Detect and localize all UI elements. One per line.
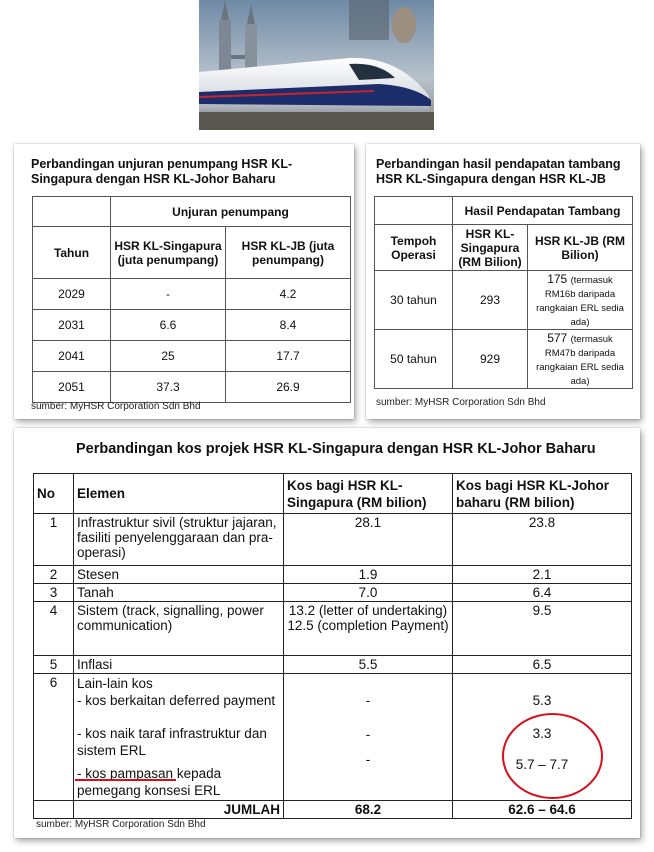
table-row: [34, 514, 632, 566]
element-cell: [74, 674, 284, 801]
sg-value-cell: 6.6: [111, 310, 226, 341]
element-cell: Infrastruktur sivil (struktur jajaran, fasiliti penyelenggaraan dan pra-operasi): [74, 514, 284, 566]
year-cell: 2051: [33, 372, 111, 403]
jb-cost-cell: 2.1: [453, 566, 632, 584]
period-cell: 50 tahun: [375, 330, 453, 389]
row-number: 6: [34, 674, 74, 801]
row-number: 1: [34, 514, 74, 566]
compensation-label-rest: kepada pemegang konsesi ERL: [77, 766, 222, 798]
sg-cost-cell: [284, 674, 453, 801]
row-number: 2: [34, 566, 74, 584]
col-jb-cost-header: Kos bagi HSR KL-Johor baharu (RM bilion): [453, 474, 632, 514]
jb-revenue-note: (termasuk RM16b daripada rangkaian ERL sedia ada): [536, 275, 624, 328]
table-row: [34, 602, 632, 656]
row-number: 3: [34, 584, 74, 602]
row-number: 5: [34, 656, 74, 674]
sg-value-cell: 25: [111, 341, 226, 372]
erl-upgrade-label: - kos naik taraf infrastruktur dan sistem ERL: [77, 726, 267, 758]
jb-cost-cell: 9.5: [453, 602, 632, 656]
col-jb-passengers-header: HSR KL-JB (juta penumpang): [226, 227, 351, 279]
col-no-header: No: [34, 474, 74, 514]
sg-value-cell: -: [111, 279, 226, 310]
jb-cost-cell: 6.4: [453, 584, 632, 602]
table-row: [33, 341, 351, 372]
year-cell: 2041: [33, 341, 111, 372]
jb-cost-cell: 23.8: [453, 514, 632, 566]
sg-cost-cell: [284, 602, 453, 656]
table-row: [33, 279, 351, 310]
sg-revenue-cell: 293: [453, 271, 528, 330]
other-costs-label: Lain-lain kos: [77, 676, 153, 691]
jb-erl-upgrade-value: 3.3: [532, 726, 552, 741]
sg-total-value: 68.2: [284, 801, 453, 819]
col-element-header: Elemen: [74, 474, 284, 514]
jb-compensation-value: 5.7 – 7.7: [515, 757, 569, 772]
deferred-payment-label: - kos berkaitan deferred payment: [77, 693, 276, 708]
passenger-table: [32, 196, 351, 403]
jb-total-value: 62.6 – 64.6: [453, 801, 632, 819]
col-sg-revenue-header: HSR KL-Singapura (RM Bilion): [453, 225, 528, 271]
annotation-red-underline: [75, 779, 176, 781]
jb-revenue-value: 175: [547, 272, 568, 286]
revenue-group-header: Hasil Pendapatan Tambang: [453, 197, 633, 225]
table-row: [34, 656, 632, 674]
col-sg-passengers-header: HSR KL-Singapura (juta penumpang): [111, 227, 226, 279]
sg-value-cell: 37.3: [111, 372, 226, 403]
passenger-card-title: Perbandingan unjuran penumpang HSR KL-Singapura dengan HSR KL-Johor Baharu: [31, 157, 293, 186]
sg-cost-cell: 5.5: [284, 656, 453, 674]
sg-cost-cell: 28.1: [284, 514, 453, 566]
cost-card-title: Perbandingan kos projek HSR KL-Singapura dengan HSR KL-Johor Baharu: [76, 441, 596, 457]
table-row: [34, 566, 632, 584]
sg-deferred-value: -: [365, 693, 371, 708]
sg-cost-cell: 7.0: [284, 584, 453, 602]
jb-deferred-value: 5.3: [532, 693, 552, 708]
col-period-header: Tempoh Operasi: [375, 225, 453, 271]
jb-value-cell: 17.7: [226, 341, 351, 372]
sg-revenue-cell: 929: [453, 330, 528, 389]
revenue-card-title: Perbandingan hasil pendapatan tambang HSR KL-Singapura dengan HSR KL-JB: [376, 157, 621, 186]
sg-cost-undertaking: 13.2 (letter of undertaking): [288, 603, 448, 618]
jb-revenue-cell: [528, 330, 633, 389]
table-row: [34, 584, 632, 602]
sg-erl-upgrade-value: -: [365, 727, 371, 742]
revenue-source-note: sumber: MyHSR Corporation Sdn Bhd: [376, 397, 546, 408]
total-row: [34, 801, 632, 819]
total-label: JUMLAH: [74, 801, 284, 819]
table-row: [33, 310, 351, 341]
element-cell: Tanah: [74, 584, 284, 602]
element-cell: Stesen: [74, 566, 284, 584]
sg-cost-cell: 1.9: [284, 566, 453, 584]
cost-source-note: sumber: MyHSR Corporation Sdn Bhd: [36, 819, 206, 830]
revenue-comparison-card: [366, 144, 640, 419]
sg-cost-completion: 12.5 (completion Payment): [287, 618, 449, 633]
year-cell: 2029: [33, 279, 111, 310]
col-year-header: Tahun: [33, 227, 111, 279]
jb-value-cell: 4.2: [226, 279, 351, 310]
element-cell: Inflasi: [74, 656, 284, 674]
jb-cost-cell: 6.5: [453, 656, 632, 674]
jb-value-cell: 8.4: [226, 310, 351, 341]
element-cell: Sistem (track, signalling, power communication): [74, 602, 284, 656]
table-row: [375, 330, 633, 389]
period-cell: 30 tahun: [375, 271, 453, 330]
jb-value-cell: 26.9: [226, 372, 351, 403]
year-cell: 2031: [33, 310, 111, 341]
sg-compensation-value: -: [365, 752, 371, 767]
col-jb-revenue-header: HSR KL-JB (RM Bilion): [528, 225, 633, 271]
hero-train-photo: [199, 0, 434, 130]
jb-revenue-value: 577: [547, 331, 568, 345]
row-number: 4: [34, 602, 74, 656]
compensation-label-highlight: - kos pampasan: [77, 766, 174, 781]
revenue-table: [374, 196, 633, 389]
jb-revenue-note: (termasuk RM47b daripada rangkaian ERL sedia ada): [536, 334, 624, 387]
col-sg-cost-header: Kos bagi HSR KL-Singapura (RM bilion): [284, 474, 453, 514]
annotation-red-circle: [502, 713, 603, 799]
table-row: [375, 271, 633, 330]
passenger-group-header: Unjuran penumpang: [111, 197, 351, 227]
passenger-projection-card: [14, 144, 354, 419]
jb-revenue-cell: [528, 271, 633, 330]
passenger-source-note: sumber: MyHSR Corporation Sdn Bhd: [31, 401, 201, 412]
table-row: [33, 372, 351, 403]
compensation-label: [77, 765, 280, 799]
